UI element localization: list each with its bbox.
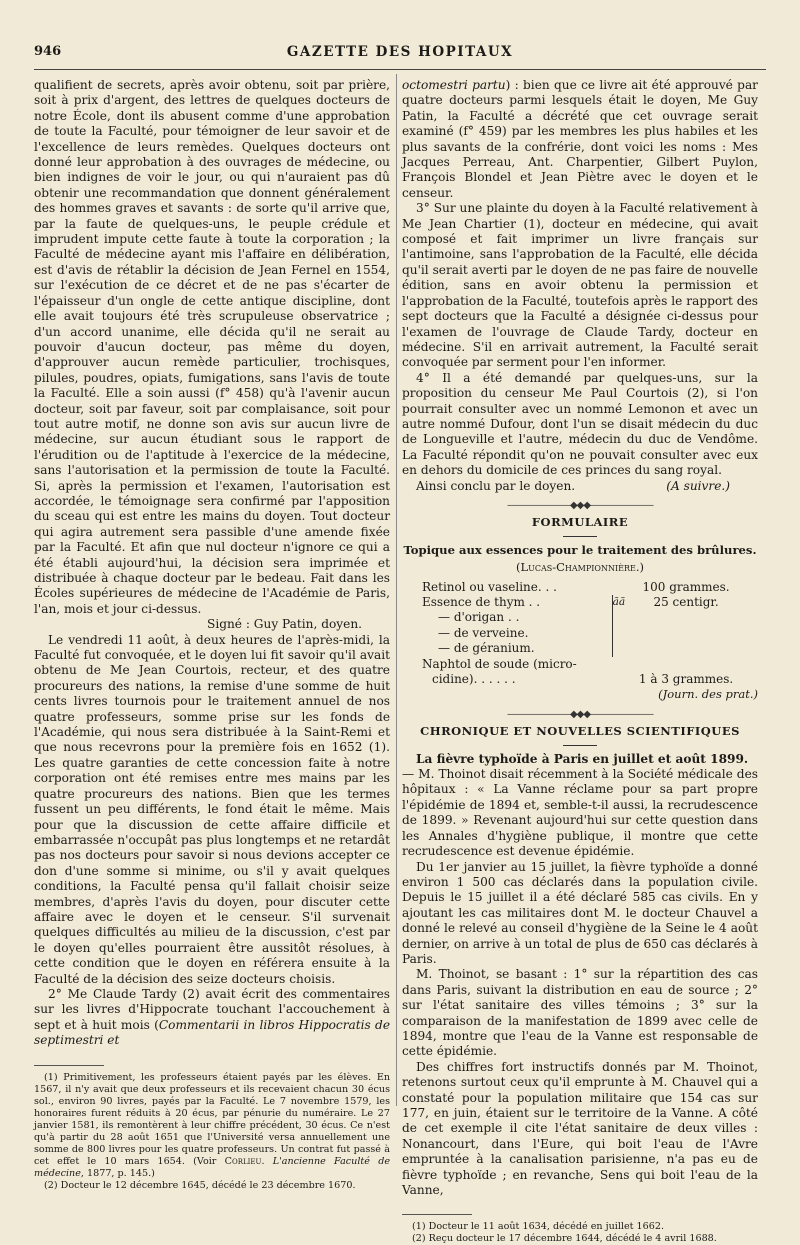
header-rule xyxy=(34,69,766,70)
page-number: 946 xyxy=(34,44,62,59)
page-header xyxy=(34,44,766,64)
table-row: Essence de thym . . ãã 25 centigr. xyxy=(422,595,744,610)
heading-rule xyxy=(563,536,597,537)
column-separator xyxy=(396,74,397,1106)
right-column xyxy=(402,78,758,1245)
table-row: — d'origan . . xyxy=(438,610,520,625)
paragraph: M. Thoinot, se basant : 1° sur la répartition des cas dans Paris, suivant la distribution en eau de source ; 2° sur l'état sanitaire des villes témoins ; 3° sur la comparaison de la manifestation de 1899 avec celle de 1894, montre que l'eau de la Vanne est responsable de cette épidémie. xyxy=(402,967,758,1059)
aa-brace: ãã xyxy=(612,595,628,657)
recipe-author: (Lucas-Championnière.) xyxy=(516,560,644,575)
paragraph: 2° Me Claude Tardy (2) avait écrit des commentaires sur les livres d'Hippocrate touchant l'accouchement à sept et à huit mois (Commentarii in libros Hippocratis de septimestri et xyxy=(34,986,390,1048)
to-be-continued: (A suivre.) xyxy=(666,478,730,493)
recipe-source: (Journ. des prat.) xyxy=(658,687,758,702)
paragraph: — M. Thoinot disait récemment à la Société médicale des hôpitaux : « La Vanne réclame pour sa part propre l'épidémie de 1894 et, semble-t-il aussi, la recrudescence de 1899. » Revenant aujourd'hui sur cette question dans les Annales d'hygiène publique, il montre que cette recrudescence est devenue épidémie. xyxy=(402,767,758,859)
footnote: (2) Reçu docteur le 17 décembre 1644, décédé le 4 avril 1688. xyxy=(412,1233,717,1245)
paragraph: Des chiffres fort instructifs donnés par M. Thoinot, retenons surtout ceux qu'il emprunte à M. Chauvel qui a constaté pour la population militaire que 154 cas sur 177, en juin, étaient sur le territoire de la Vanne. A côté de cet exemple il cite l'état sanitaire de deux villes : Nonancourt, dans l'Eure, qui boit l'eau de l'Avre empruntée à la canalisation parisienne, n'a pas eu de fièvre typhoïde ; en revanche, Sens qui boit l'eau de la Vanne, xyxy=(402,1059,758,1198)
paragraph: qualifient de secrets, après avoir obtenu, soit par prière, soit à prix d'argent, des lettres de quelques docteurs de notre École, dont ils abusent comme d'une approbation de toute la Faculté, pour témoigner de leur savoir et de l'excellence de leurs remèdes. Quelques docteurs ont donné leur approbation à des ouvrages de médecine, ou bien indignes de voir le jour, ou qui n'auraient pas dû obtenir une recommandation que donnent généralement des hommes graves et savants : de sorte qu'il arrive que, par la faute de quelques-uns, le peuple crédule et imprudent impute cette faute à toute la corporation ; la Faculté de médecine ayant mis l'affaire en délibération, est d'avis de rétablir la décision de Jean Fernel en 1554, sur l'exécution de ce décret et de ne pas s'écarter de l'épaisseur d'un ongle de cette antique discipline, dont elle avait toujours été très scrupuleuse observatrice ; d'un accord unanime, elle décida qu'il ne serait au pouvoir d'aucun docteur, pas même du doyen, d'approuver aucun remède particulier, trochisques, pilules, poudres, opiats, fumigations, sans l'avis de toute la Faculté. Elle a soin aussi (f° 458) qu'à l'avenir aucun docteur, soit par faveur, soit par complaisance, soit pour tout autre motif, ne donne son avis sur aucun livre de médecine, sur aucun étudiant sous le rapport de l'érudition ou de l'aptitude à l'exercice de la médecine, sans l'autorisation et la permission de toute la Faculté. Si, après la permission et l'examen, l'autorisation est accordée, le témoignage sera confirmé par l'apposition du sceau qui est entre les mains du doyen. Tout docteur qui agira autrement sera passible d'une amende fixée par la Faculté. Et afin que nul docteur n'ignore ce qui a été établi aujourd'hui, la décision sera imprimée et distribuée à chaque docteur par le bedeau. Fait dans les Écoles supérieures de médecine de l'Académie de Paris, l'an, mois et jour ci-dessus. xyxy=(34,78,390,616)
footnote: (1) Docteur le 11 août 1634, décédé en juillet 1662. xyxy=(412,1221,665,1233)
paragraph: Ainsi conclu par le doyen. (A suivre.) xyxy=(416,478,730,493)
table-row: — de géranium. xyxy=(438,641,535,656)
table-row: cidine). . . . . . 1 à 3 grammes. xyxy=(432,672,734,687)
paragraph: 4° Il a été demandé par quelques-uns, sur la proposition du censeur Me Paul Courtois (2), si l'on pourrait consulter avec un nommé Lemonon et avec un autre nommé Dufour, dont l'un se disait médecin du duc de Longueville et l'autre, médecin du duc de Vendôme. La Faculté répondit qu'on ne pouvait consulter avec eux en dehors du domicile de ces princes du sang royal. xyxy=(402,370,758,478)
table-row: — de verveine. xyxy=(438,625,529,640)
paragraph: 3° Sur une plainte du doyen à la Faculté relativement à Me Jean Chartier (1), docteur en médecine, qui avait composé et fait imprimer un livre français sur l'antimoine, sans l'approbation de la Faculté, elle décida qu'il serait averti par le doyen de ne pas faire de nouvelle édition, sans en avoir obtenu la permission et l'approbation de la Faculté, toutefois après le rapport des sept docteurs que la Faculté a désignée ci-dessus pour l'examen de l'ouvrage de Claude Tardy, docteur en médecine. S'il en arrivait autrement, la Faculté serait convoquée par serment pour l'en informer. xyxy=(402,201,758,370)
table-row: Retinol ou vaseline. . . 100 grammes. xyxy=(422,579,730,594)
recipe-table xyxy=(422,580,744,688)
signature: Signé : Guy Patin, doyen. xyxy=(207,617,362,632)
recipe-title: Topique aux essences pour le traitement des brûlures. xyxy=(403,542,757,557)
paragraph: Du 1er janvier au 15 juillet, la fièvre typhoïde a donné environ 1 500 cas déclarés dans la population civile. Depuis le 15 juillet il a été déclaré 585 cas civils. En y ajoutant les cas militaires dont M. le docteur Chauvel a donné le relevé au conseil d'hygiène de la Seine le 4 août dernier, on arrive à un total de plus de 650 cas déclarés à Paris. xyxy=(402,859,758,966)
footnote: (1) Primitivement, les professeurs étaient payés par les élèves. En 1567, il n'y avait que deux professeurs et ils recevaient chacun 30 écus sol., environ 90 livres, payés par la Faculté. Le 7 novembre 1579, les honoraires furent réduits à 20 écus, par pénurie du numéraire. Le 27 janvier 1581, ils remontèrent à leur chiffre précédent, 30 écus. Ce n'est qu'à partir du 28 août 1651 que l'Université versa annuellement une somme de 800 livres pour les quatre professeurs. Un contrat fut passé à cet effet le 10 mars 1654. (Voir Corlieu. L'ancienne Faculté de médecine, 1877, p. 145.) xyxy=(34,1071,391,1179)
ornament-divider: ———————◆◆◆——————— xyxy=(506,499,654,511)
footnote-rule xyxy=(402,1214,472,1215)
section-heading: CHRONIQUE ET NOUVELLES SCIENTIFIQUES xyxy=(420,724,740,739)
heading-rule xyxy=(563,745,597,746)
footnote-rule xyxy=(34,1065,104,1066)
footnote: (2) Docteur le 12 décembre 1645, décédé le 23 décembre 1670. xyxy=(44,1179,356,1191)
section-heading: FORMULAIRE xyxy=(531,515,629,530)
table-row: Naphtol de soude (micro- xyxy=(422,656,577,671)
paragraph: Le vendredi 11 août, à deux heures de l'après-midi, la Faculté fut convoquée, et le doyen lui fit savoir qu'il avait obtenu de Me Jean Courtois, recteur, et des quatre procureurs des nations, la remise d'une somme de huit cents livres tournois pour le traitement annuel de nos quatre professeurs, somme prise sur les fonds de l'Académie, qui nous sera distribuée à la Saint-Remi et que nous recevrons pour la première fois en 1652 (1). Les quatre garanties de cette concession faite à notre corporation ont été remises entre mes mains par les quatre procureurs des nations. Bien que les termes fussent un peu différents, le fond était le même. Mais pour que la discussion de cette affaire difficile et embarrassée n'occupât pas plus longtemps et ne retardât pas nos docteurs pour savoir si nous devions accepter ce don d'une somme si minime, ou s'il y avait quelques conditions, la Faculté pensa qu'il fallait choisir seize membres, d'après l'avis du doyen, pour discuter cette affaire avec le doyen et le censeur. S'il survenait quelques difficultés au milieu de la discussion, c'est par le doyen qu'elles pourraient être aussitôt résolues, à cette condition que le doyen en référera ensuite à la Faculté de la décision des seize docteurs choisis. xyxy=(34,632,390,986)
article-title: La fièvre typhoïde à Paris en juillet et août 1899. xyxy=(416,751,749,766)
running-title: GAZETTE DES HOPITAUX xyxy=(286,44,514,60)
paragraph: octomestri partu) : bien que ce livre ait été approuvé par quatre docteurs parmi lesquels était le doyen, Me Guy Patin, la Faculté a décrété que cet ouvrage serait examiné (f° 459) par les membres les plus habiles et les plus savants de la confrérie, dont voici les noms : Mes Jacques Perreau, Ant. Charpentier, Gilbert Puylon, François Blondel et Jean Piètre avec le doyen et le censeur. xyxy=(402,78,758,200)
ornament-divider: ———————◆◆◆——————— xyxy=(506,708,654,720)
left-column xyxy=(34,78,390,1192)
